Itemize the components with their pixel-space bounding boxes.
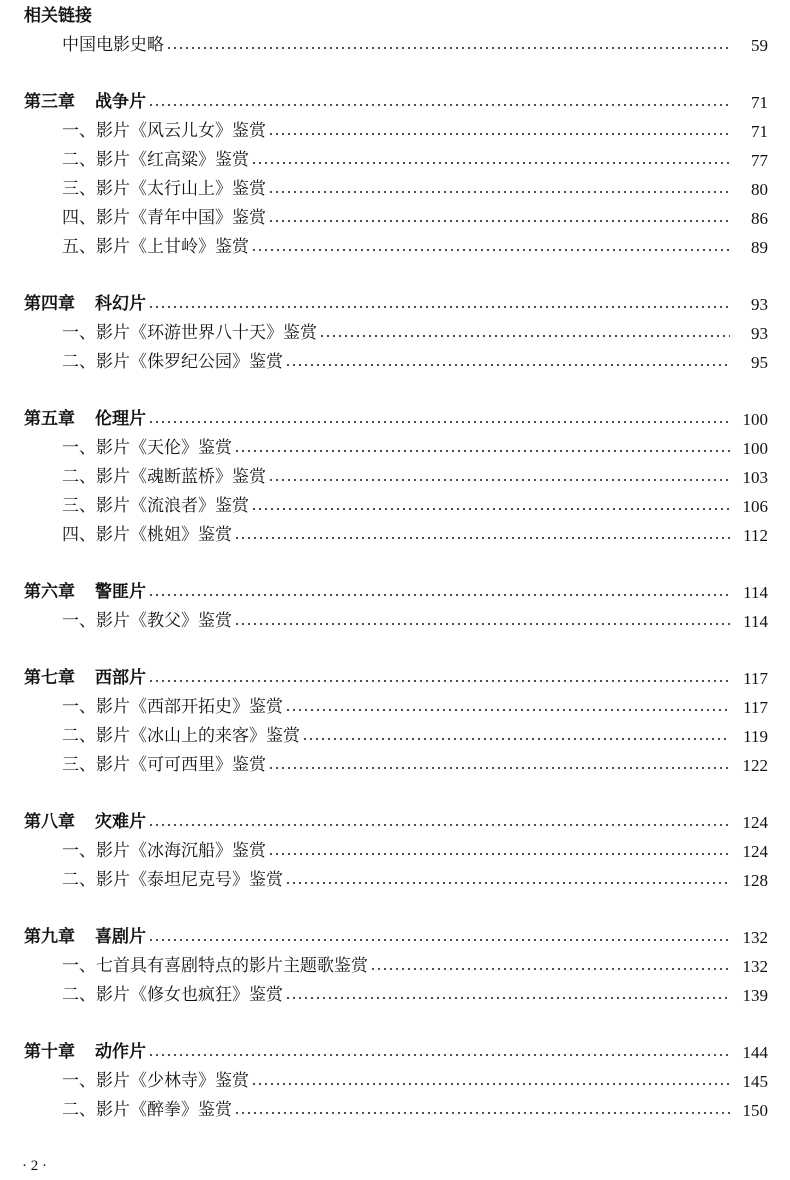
toc-entry-title: 三、影片《太行山上》鉴赏	[62, 179, 266, 199]
toc-entry[interactable]	[24, 233, 768, 262]
dot-leader	[285, 997, 730, 999]
chapter-row[interactable]	[24, 88, 768, 117]
chapter-list	[24, 60, 768, 1125]
chapter-label	[24, 578, 146, 607]
toc-entry-page: 100	[742, 439, 768, 458]
dot-leader	[148, 104, 730, 106]
toc-entry[interactable]	[24, 1067, 768, 1096]
toc-entry-page: 145	[742, 1072, 768, 1091]
toc-entry-page: 80	[751, 180, 768, 199]
toc-entry-page: 128	[742, 871, 768, 890]
dot-leader	[268, 767, 730, 769]
toc-entry[interactable]	[24, 1096, 768, 1125]
dot-leader	[268, 220, 730, 222]
chapter-number: 第六章	[24, 582, 75, 602]
toc-entry[interactable]	[24, 607, 768, 636]
toc-entry-title: 一、影片《教父》鉴赏	[62, 611, 232, 631]
dot-leader	[268, 191, 730, 193]
section-gap	[24, 262, 768, 290]
dot-leader	[285, 882, 730, 884]
chapter-row[interactable]	[24, 290, 768, 319]
chapter-label	[24, 808, 146, 837]
chapter-page: 117	[743, 669, 768, 688]
chapter-page: 114	[743, 583, 768, 602]
chapter-label	[24, 1038, 146, 1067]
toc-entry-page: 71	[751, 122, 768, 141]
toc-entry-page: 59	[751, 36, 768, 55]
toc-entry-title: 五、影片《上甘岭》鉴赏	[62, 237, 249, 257]
dot-leader	[148, 594, 730, 596]
dot-leader	[268, 133, 730, 135]
dot-leader	[268, 479, 730, 481]
toc-entry-page: 95	[751, 353, 768, 372]
toc-entry[interactable]	[24, 693, 768, 722]
toc-entry[interactable]	[24, 319, 768, 348]
toc-entry[interactable]	[24, 952, 768, 981]
dot-leader	[302, 738, 730, 740]
dot-leader	[234, 450, 730, 452]
toc-entry-title: 一、影片《西部开拓史》鉴赏	[62, 697, 283, 717]
section-gap	[24, 377, 768, 405]
table-of-contents	[24, 0, 768, 1125]
toc-entry-page: 124	[742, 842, 768, 861]
chapter-row[interactable]	[24, 808, 768, 837]
dot-leader	[251, 249, 730, 251]
toc-entry-title: 二、影片《红高粱》鉴赏	[62, 150, 249, 170]
toc-entry-page: 122	[742, 756, 768, 775]
dot-leader	[268, 853, 730, 855]
toc-entry-page: 139	[742, 986, 768, 1005]
toc-entry-title: 一、影片《天伦》鉴赏	[62, 438, 232, 458]
related-links-heading	[24, 2, 768, 31]
toc-entry-title: 一、影片《冰海沉船》鉴赏	[62, 841, 266, 861]
dot-leader	[166, 47, 730, 49]
section-gap	[24, 780, 768, 808]
chapter-title: 动作片	[95, 1042, 146, 1062]
toc-entry-page: 119	[743, 727, 768, 746]
toc-entry-page: 106	[742, 497, 768, 516]
chapter-row[interactable]	[24, 578, 768, 607]
toc-entry-page: 89	[751, 238, 768, 257]
chapter-label	[24, 88, 146, 117]
toc-entry-page: 86	[751, 209, 768, 228]
toc-entry-title: 二、影片《修女也疯狂》鉴赏	[62, 985, 283, 1005]
dot-leader	[148, 1054, 730, 1056]
toc-entry-title: 二、影片《冰山上的来客》鉴赏	[62, 726, 300, 746]
toc-entry[interactable]	[24, 175, 768, 204]
toc-entry-page: 150	[742, 1101, 768, 1120]
chapter-number: 第九章	[24, 927, 75, 947]
dot-leader	[234, 1112, 730, 1114]
toc-entry-page: 132	[742, 957, 768, 976]
chapter-page: 100	[742, 410, 768, 429]
toc-entry-page: 117	[743, 698, 768, 717]
toc-entry[interactable]	[24, 981, 768, 1010]
dot-leader	[148, 421, 730, 423]
chapter-number: 第十章	[24, 1042, 75, 1062]
chapter-title: 科幻片	[95, 294, 146, 314]
chapter-title: 战争片	[95, 92, 146, 112]
section-gap	[24, 60, 768, 88]
chapter-title: 警匪片	[95, 582, 146, 602]
chapter-row[interactable]	[24, 923, 768, 952]
dot-leader	[285, 709, 730, 711]
chapter-number: 第四章	[24, 294, 75, 314]
toc-entry-title: 一、影片《环游世界八十天》鉴赏	[62, 323, 317, 343]
toc-entry[interactable]	[24, 348, 768, 377]
related-links-title: 相关链接	[24, 6, 92, 26]
section-gap	[24, 1010, 768, 1038]
dot-leader	[234, 537, 730, 539]
chapter-label	[24, 290, 146, 319]
toc-entry-title: 二、影片《醉拳》鉴赏	[62, 1100, 232, 1120]
toc-entry-page: 93	[751, 324, 768, 343]
dot-leader	[319, 335, 730, 337]
toc-entry-title: 四、影片《青年中国》鉴赏	[62, 208, 266, 228]
toc-entry[interactable]	[24, 463, 768, 492]
dot-leader	[148, 824, 730, 826]
chapter-row[interactable]	[24, 1038, 768, 1067]
toc-entry[interactable]	[24, 204, 768, 233]
chapter-title: 伦理片	[95, 409, 146, 429]
toc-entry[interactable]	[24, 722, 768, 751]
dot-leader	[251, 162, 730, 164]
dot-leader	[285, 364, 730, 366]
chapter-label	[24, 664, 146, 693]
toc-entry[interactable]	[24, 866, 768, 895]
toc-entry-page: 114	[743, 612, 768, 631]
chapter-page: 124	[742, 813, 768, 832]
chapter-title: 喜剧片	[95, 927, 146, 947]
toc-entry-page: 77	[751, 151, 768, 170]
toc-entry[interactable]	[24, 492, 768, 521]
dot-leader	[234, 623, 730, 625]
chapter-row[interactable]	[24, 405, 768, 434]
section-gap	[24, 895, 768, 923]
section-gap	[24, 550, 768, 578]
toc-entry-title: 一、影片《少林寺》鉴赏	[62, 1071, 249, 1091]
section-gap	[24, 636, 768, 664]
chapter-label	[24, 923, 146, 952]
toc-entry-page: 103	[742, 468, 768, 487]
toc-entry[interactable]	[24, 837, 768, 866]
dot-leader	[148, 306, 730, 308]
chapter-page: 93	[751, 295, 768, 314]
toc-entry-title: 二、影片《泰坦尼克号》鉴赏	[62, 870, 283, 890]
chapter-page: 144	[742, 1043, 768, 1062]
related-links-section	[24, 0, 768, 60]
toc-entry[interactable]	[24, 434, 768, 463]
toc-entry-title: 三、影片《流浪者》鉴赏	[62, 496, 249, 516]
page-number: · 2 ·	[22, 1158, 47, 1174]
toc-entry[interactable]	[24, 751, 768, 780]
dot-leader	[251, 1083, 730, 1085]
toc-entry-title: 一、七首具有喜剧特点的影片主题歌鉴赏	[62, 956, 368, 976]
chapter-label	[24, 405, 146, 434]
chapter-number: 第三章	[24, 92, 75, 112]
chapter-title: 西部片	[95, 668, 146, 688]
toc-entry-title: 四、影片《桃姐》鉴赏	[62, 525, 232, 545]
toc-entry[interactable]	[24, 117, 768, 146]
dot-leader	[370, 968, 730, 970]
chapter-title: 灾难片	[95, 812, 146, 832]
toc-entry-page: 112	[743, 526, 768, 545]
toc-entry[interactable]	[24, 521, 768, 550]
toc-entry[interactable]	[24, 31, 768, 60]
toc-entry-title: 二、影片《侏罗纪公园》鉴赏	[62, 352, 283, 372]
chapter-page: 71	[751, 93, 768, 112]
dot-leader	[148, 680, 730, 682]
toc-entry-title: 三、影片《可可西里》鉴赏	[62, 755, 266, 775]
dot-leader	[148, 939, 730, 941]
chapter-number: 第七章	[24, 668, 75, 688]
toc-entry[interactable]	[24, 146, 768, 175]
toc-entry-title: 一、影片《风云儿女》鉴赏	[62, 121, 266, 141]
chapter-row[interactable]	[24, 664, 768, 693]
dot-leader	[251, 508, 730, 510]
toc-entry-title: 二、影片《魂断蓝桥》鉴赏	[62, 467, 266, 487]
chapter-number: 第五章	[24, 409, 75, 429]
chapter-page: 132	[742, 928, 768, 947]
chapter-number: 第八章	[24, 812, 75, 832]
toc-entry-title: 中国电影史略	[62, 35, 164, 55]
